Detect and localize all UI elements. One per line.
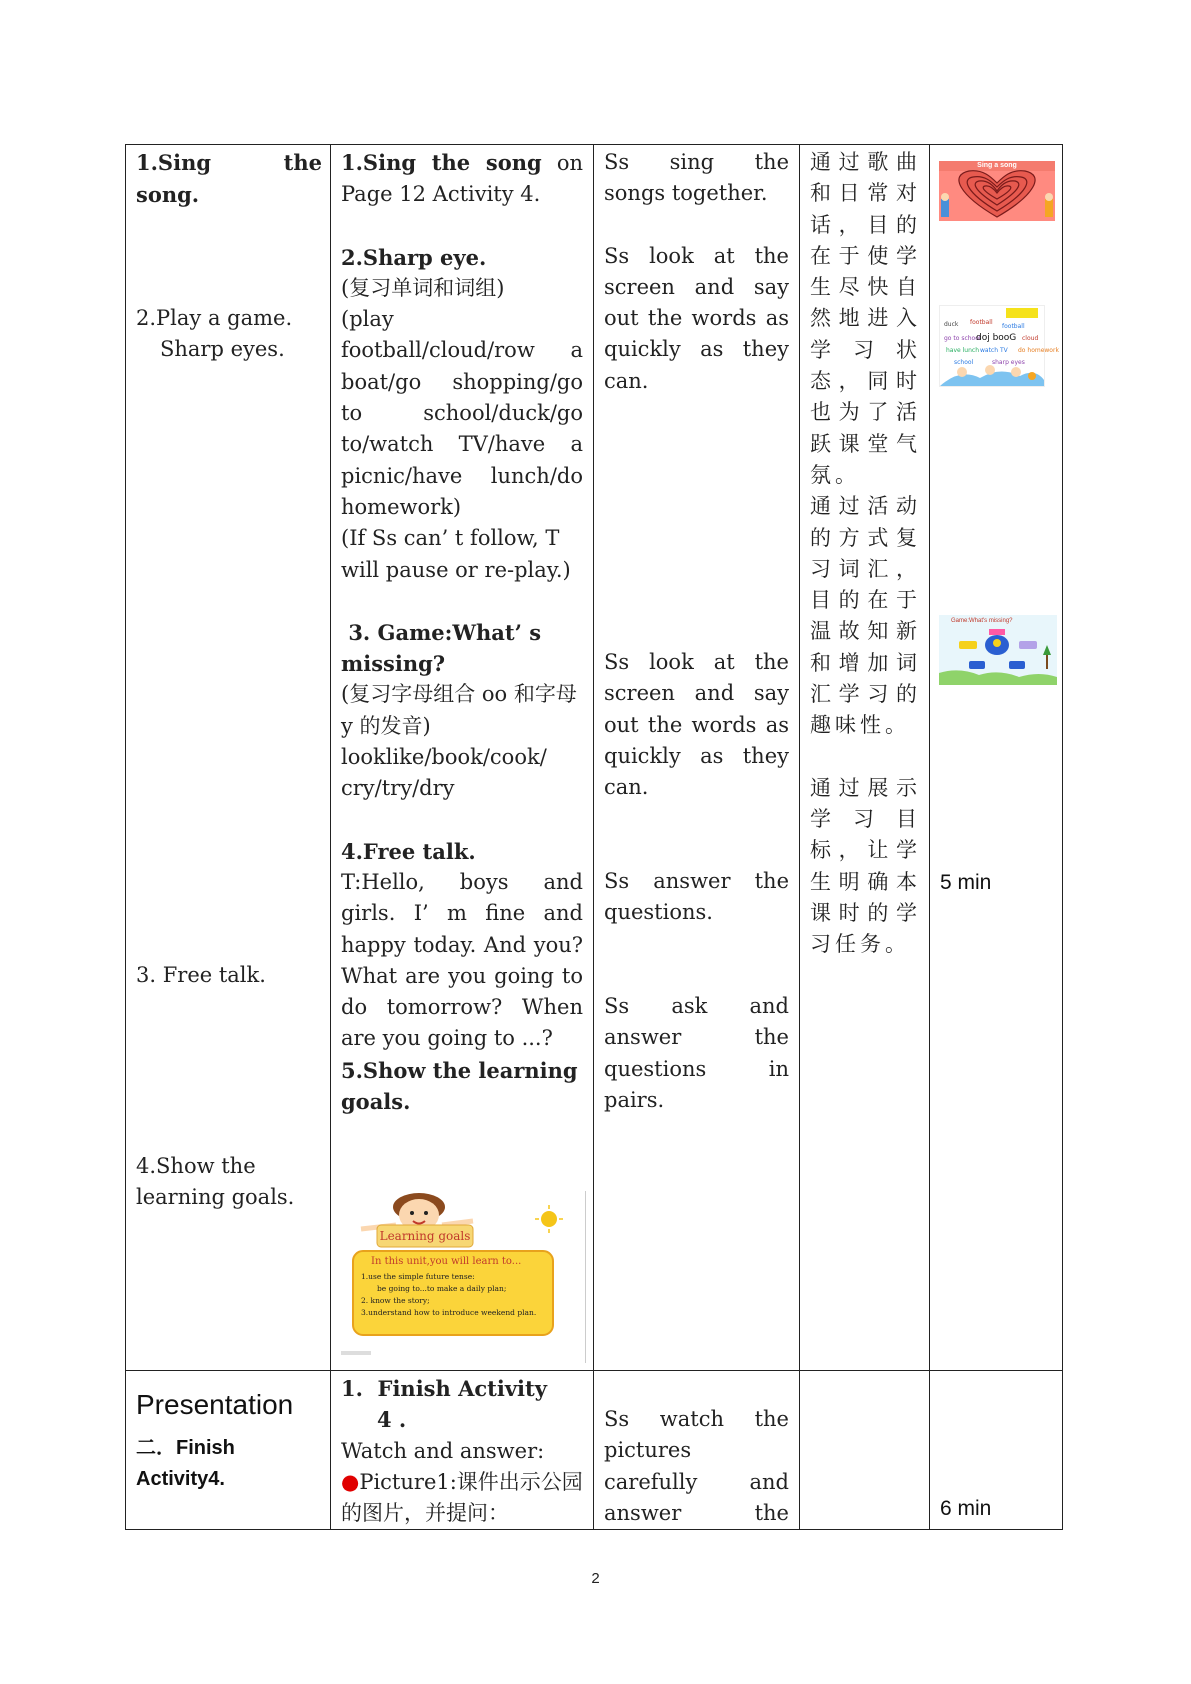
t3-chinese: (复习字母组合 oo 和字母 y 的发音) bbox=[341, 682, 577, 738]
step-1-line-2: song. bbox=[136, 182, 200, 208]
t5-heading: 5.Show the learning goals. bbox=[341, 1057, 578, 1115]
t1-line-2: Page 12 Activity 4. bbox=[341, 182, 541, 207]
red-bullet-icon: ● bbox=[341, 1469, 360, 1494]
step-3: 3. Free talk. bbox=[136, 963, 266, 987]
purpose-cell bbox=[800, 145, 930, 1371]
lesson-plan-table bbox=[125, 144, 1063, 1530]
time-row-1: 5 min bbox=[940, 871, 992, 894]
learning-goals-list: 1.use the simple future tense: be going to...to make a daily plan; 2. know the story; 3.understand how to introduce weekend plan. bbox=[361, 1272, 537, 1317]
presentation-line-1: Watch and answer: bbox=[341, 1438, 545, 1463]
svg-text:football: football bbox=[970, 319, 993, 326]
t2-heading: 2.Sharp eye. bbox=[341, 244, 487, 270]
purpose-presentation-cell bbox=[800, 1371, 930, 1530]
t4-body: T:Hello, boys and girls. I’ m fine and happy today. And you? What are you going to do tomorrow? When are you going to ...? bbox=[341, 869, 583, 1051]
stage-cell bbox=[126, 1371, 331, 1530]
student-line-4: answer the bbox=[604, 1500, 789, 1525]
student-line-3: carefully and bbox=[604, 1469, 789, 1494]
svg-text:sharp eyes: sharp eyes bbox=[992, 359, 1025, 366]
step-2-line-1: 2.Play a game. bbox=[136, 306, 293, 330]
student-line-1: Ss watch the bbox=[604, 1407, 789, 1431]
sharp-eyes-image bbox=[940, 306, 1059, 386]
presentation-heading-1: 1. Finish Activity bbox=[341, 1376, 547, 1401]
page-number: 2 bbox=[591, 1570, 600, 1587]
student-presentation-cell bbox=[594, 1371, 800, 1530]
step-4-line-2: learning goals. bbox=[136, 1185, 295, 1210]
student-line-2: pictures bbox=[604, 1438, 692, 1463]
stage-subtitle-2: Activity4. bbox=[136, 1468, 225, 1490]
svg-text:duck: duck bbox=[944, 321, 959, 328]
student-activities-cell bbox=[594, 145, 800, 1371]
student-activity-1: Ss sing the songs together. bbox=[604, 150, 789, 206]
purpose-2: 通过活动的方式复习词汇，目的在于温故知新和增加词汇学习的趣味性。 bbox=[810, 494, 921, 738]
presentation-heading-2: 4 . bbox=[377, 1407, 407, 1433]
svg-text:have lunch: have lunch bbox=[946, 347, 980, 354]
svg-text:school: school bbox=[954, 359, 974, 366]
svg-text:football: football bbox=[1002, 323, 1025, 330]
learning-goals-slide bbox=[341, 1191, 586, 1363]
svg-text:cloud: cloud bbox=[1022, 335, 1039, 342]
t3-words: looklike/book/cook/ cry/try/dry bbox=[341, 745, 547, 801]
steps-cell bbox=[126, 145, 331, 1371]
sharp-eyes-slide bbox=[939, 305, 1059, 387]
step-2-line-2: Sharp eyes. bbox=[160, 337, 285, 362]
svg-text:doj booG: doj booG bbox=[976, 333, 1017, 343]
student-activity-4: Ss answer the questions. bbox=[604, 869, 789, 925]
student-activity-2: Ss look at the screen and say out the words as quickly as they can. bbox=[604, 243, 789, 393]
sing-a-song-slide bbox=[939, 161, 1055, 221]
svg-text:watch TV: watch TV bbox=[980, 347, 1008, 354]
presentation-line-2: ●Picture1:课件出示公园的图片，并提问： bbox=[341, 1469, 583, 1526]
t4-heading: 4.Free talk. bbox=[341, 838, 476, 864]
whats-missing-title: Game:What's missing? bbox=[951, 618, 1013, 624]
step-4-line-1: 4.Show the bbox=[136, 1154, 256, 1178]
sing-a-song-title: Sing a song bbox=[977, 162, 1017, 169]
svg-text:do homework: do homework bbox=[1018, 347, 1059, 354]
step-1-line-1: 1.Sing the bbox=[136, 150, 322, 175]
table-row bbox=[126, 145, 1063, 1371]
time-presentation-cell bbox=[930, 1371, 1063, 1530]
learning-goals-intro: In this unit,you will learn to... bbox=[371, 1256, 522, 1267]
t1-line-1: 1.Sing the song on bbox=[341, 150, 583, 175]
student-activity-5: Ss ask and answer the questions in pairs. bbox=[604, 994, 789, 1112]
time-row-2: 6 min bbox=[940, 1497, 992, 1520]
stage-title: Presentation bbox=[136, 1389, 294, 1420]
teacher-presentation-cell bbox=[331, 1371, 594, 1530]
stage-subtitle-1: 二．Finish bbox=[136, 1437, 235, 1459]
t2-note: (If Ss can’ t follow, T will pause or re-play.) bbox=[341, 526, 571, 582]
teacher-activities-cell bbox=[331, 145, 594, 1371]
t2-chinese: (复习单词和词组) bbox=[341, 275, 505, 300]
media-cell bbox=[930, 145, 1063, 1371]
table-row bbox=[126, 1371, 1063, 1530]
t3-heading: 3. Game:What’ s missing? bbox=[341, 619, 549, 677]
whats-missing-image bbox=[939, 615, 1057, 685]
purpose-1: 通过歌曲和日常对话，目的在于使学生尽快自然地进入学习状态，同时也为了活跃课堂气氛。 bbox=[810, 150, 921, 487]
t2-body: (play football/cloud/row a boat/go shopping/go to school/duck/go to/watch TV/have a picnic/have lunch/do homework) bbox=[341, 307, 583, 519]
svg-text:go to school: go to school bbox=[944, 335, 981, 342]
student-activity-3: Ss look at the screen and say out the words as quickly as they can. bbox=[604, 650, 789, 800]
whats-missing-slide bbox=[939, 615, 1057, 685]
learning-goals-badge: Learning goals bbox=[379, 1229, 471, 1243]
purpose-3: 通过展示学习目标，让学生明确本课时的学习任务。 bbox=[810, 775, 921, 957]
